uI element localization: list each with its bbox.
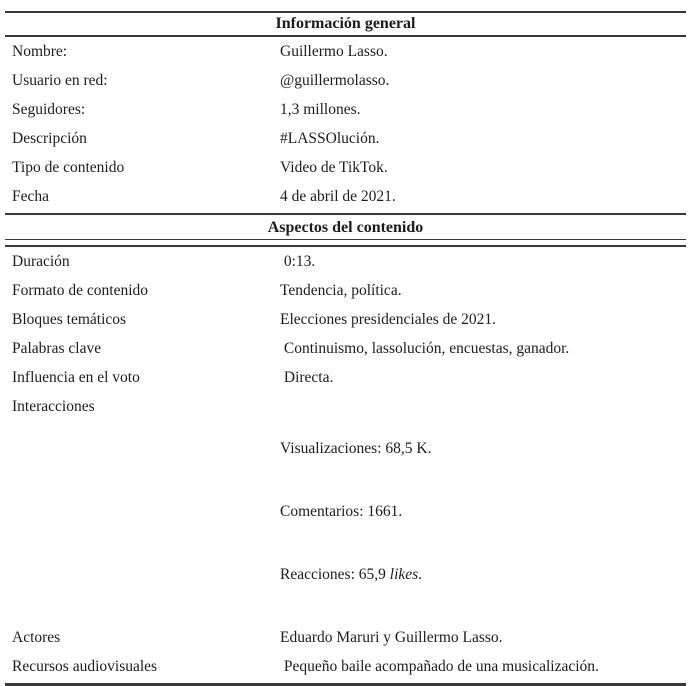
row-label: Duración	[12, 253, 70, 270]
interacciones-visualizaciones: Visualizaciones: 68,5 K.	[280, 440, 432, 457]
table-row-fecha	[5, 182, 686, 211]
row-label: Usuario en red:	[12, 72, 108, 89]
table-row-usuario-en-red	[5, 66, 686, 95]
table-row-nombre	[5, 37, 686, 66]
table-row-formato-de-contenido	[5, 276, 686, 305]
row-value: #LASSOlución.	[280, 130, 380, 147]
row-label: Descripción	[12, 130, 87, 147]
row-label: Fecha	[12, 188, 50, 205]
section-title: Aspectos del contenido	[267, 219, 424, 236]
interacciones-reacciones	[280, 564, 679, 585]
interacciones-comentarios: Comentarios: 1661.	[280, 503, 403, 520]
row-label: Tipo de contenido	[12, 159, 125, 176]
row-label: Influencia en el voto	[12, 369, 140, 386]
row-value: 1,3 millones.	[280, 101, 361, 118]
row-value: Directa.	[280, 369, 334, 386]
row-value: 4 de abril de 2021.	[280, 188, 396, 205]
reacciones-suffix: .	[418, 566, 423, 583]
row-label: Palabras clave	[12, 340, 102, 357]
content-analysis-table	[5, 11, 686, 686]
table-row-seguidores	[5, 95, 686, 124]
row-value: Continuismo, lassolución, encuestas, ganador.	[280, 340, 570, 357]
row-label: Recursos audiovisuales	[12, 658, 158, 675]
section-body-aspectos-del-contenido	[5, 247, 686, 683]
table-row-bloques-tematicos	[5, 305, 686, 334]
table-row-palabras-clave	[5, 334, 686, 363]
reacciones-prefix: Reacciones: 65,9	[280, 566, 390, 583]
row-value: 0:13.	[280, 253, 316, 270]
row-value: Tendencia, política.	[280, 282, 402, 299]
row-label: Seguidores:	[12, 101, 86, 118]
table-row-influencia-en-el-voto	[5, 363, 686, 392]
row-value: Elecciones presidenciales de 2021.	[280, 311, 497, 328]
row-value: Pequeño baile acompañado de una musicalización.	[280, 658, 599, 675]
table-bottom-rule	[5, 683, 686, 686]
table-row-actores	[5, 627, 686, 652]
row-value: @guillermolasso.	[280, 72, 390, 89]
row-label: Bloques temáticos	[12, 311, 127, 328]
table-row-descripcion	[5, 124, 686, 153]
section-body-informacion-general	[5, 37, 686, 213]
row-label: Nombre:	[12, 43, 68, 60]
row-value: Eduardo Maruri y Guillermo Lasso.	[280, 629, 503, 646]
row-value: Video de TikTok.	[280, 159, 388, 176]
section-header-informacion-general	[5, 13, 686, 35]
row-value: Guillermo Lasso.	[280, 43, 388, 60]
row-label: Formato de contenido	[12, 282, 149, 299]
row-label: Interacciones	[12, 398, 95, 415]
row-value	[280, 396, 679, 627]
section-title: Información general	[275, 15, 416, 32]
row-label: Actores	[12, 629, 61, 646]
section-header-aspectos-del-contenido	[5, 215, 686, 239]
table-row-duracion	[5, 247, 686, 276]
table-row-interacciones	[5, 392, 686, 627]
reacciones-likes-italic: likes	[389, 566, 419, 583]
table-row-recursos-audiovisuales	[5, 652, 686, 681]
table-row-tipo-de-contenido	[5, 153, 686, 182]
